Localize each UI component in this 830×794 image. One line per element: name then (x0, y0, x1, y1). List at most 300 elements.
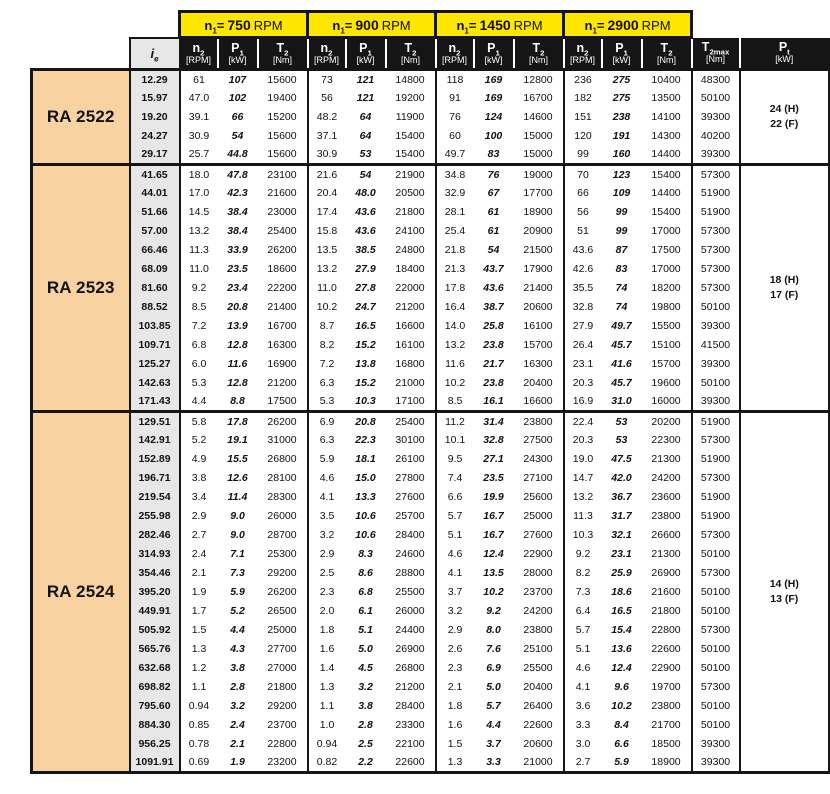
n2-cell: 1.6 (436, 716, 474, 735)
t2max-cell: 50100 (692, 583, 740, 602)
p1-cell: 8.8 (218, 393, 258, 412)
p1-cell: 102 (218, 89, 258, 108)
n2-cell: 1.3 (180, 640, 218, 659)
speed-header-2900rpm: $n_1= 2900$ RPM (564, 12, 692, 38)
p1-cell: 169 (474, 89, 514, 108)
p1-cell: 45.7 (602, 336, 642, 355)
t2-cell: 27800 (386, 469, 436, 488)
n2-cell: 2.9 (180, 507, 218, 526)
t2-cell: 23800 (514, 621, 564, 640)
table-body (32, 70, 830, 773)
ratio-cell: 795.60 (130, 697, 180, 716)
t2-cell: 20200 (642, 412, 692, 431)
ratio-cell: 68.09 (130, 260, 180, 279)
t2-cell: 28700 (258, 526, 308, 545)
t2-cell: 14600 (514, 108, 564, 127)
t2-cell: 13500 (642, 89, 692, 108)
n2-cell: 5.8 (180, 412, 218, 431)
p1-cell: 12.8 (218, 336, 258, 355)
p1-cell: 11.6 (218, 355, 258, 374)
t2-cell: 19000 (514, 165, 564, 184)
n2-cell: 2.9 (436, 621, 474, 640)
subheader-t2: $T_2$ [Nm] (642, 38, 692, 70)
t2-cell: 21600 (258, 184, 308, 203)
t2-cell: 25400 (258, 222, 308, 241)
t2-cell: 27600 (514, 526, 564, 545)
t2max-cell: 51900 (692, 450, 740, 469)
subheader-t2: $T_2$ [Nm] (514, 38, 564, 70)
table-row (32, 507, 830, 526)
t2-cell: 16600 (386, 317, 436, 336)
t2max-cell: 51900 (692, 203, 740, 222)
speed-ratings-table (30, 10, 830, 774)
table-row (32, 203, 830, 222)
t2max-cell: 57300 (692, 431, 740, 450)
p1-cell: 8.3 (346, 545, 386, 564)
t2-cell: 24600 (386, 545, 436, 564)
t2-cell: 23800 (642, 507, 692, 526)
n2-cell: 1.0 (308, 716, 346, 735)
t2-cell: 28300 (258, 488, 308, 507)
n2-cell: 8.7 (308, 317, 346, 336)
n2-cell: 91 (436, 89, 474, 108)
t2-cell: 20900 (514, 222, 564, 241)
p1-cell: 25.8 (474, 317, 514, 336)
p1-cell: 5.9 (218, 583, 258, 602)
t2-cell: 15400 (386, 146, 436, 165)
t2-cell: 18500 (642, 735, 692, 754)
t2-cell: 24300 (514, 450, 564, 469)
t2-cell: 25000 (514, 507, 564, 526)
t2-cell: 21300 (642, 545, 692, 564)
n2-cell: 10.3 (564, 526, 602, 545)
p1-cell: 107 (218, 70, 258, 89)
n2-cell: 28.1 (436, 203, 474, 222)
subheader-p1: $P_1$ [kW] (602, 38, 642, 70)
pt-cell: 14 (H) 13 (F) (740, 412, 830, 773)
n2-cell: 21.6 (308, 165, 346, 184)
t2-cell: 16100 (386, 336, 436, 355)
ratio-cell: 19.20 (130, 108, 180, 127)
n2-cell: 4.4 (180, 393, 218, 412)
ratio-cell: 57.00 (130, 222, 180, 241)
n2-cell: 1.2 (180, 659, 218, 678)
t2max-cell: 39300 (692, 735, 740, 754)
p1-cell: 10.6 (346, 507, 386, 526)
ratio-cell: 142.91 (130, 431, 180, 450)
t2max-cell: 57300 (692, 165, 740, 184)
p1-cell: 100 (474, 127, 514, 146)
t2-cell: 17900 (514, 260, 564, 279)
p1-cell: 3.2 (218, 697, 258, 716)
n2-cell: 22.4 (564, 412, 602, 431)
n2-cell: 5.3 (308, 393, 346, 412)
t2-cell: 19800 (642, 298, 692, 317)
n2-cell: 17.8 (436, 279, 474, 298)
p1-cell: 17.8 (218, 412, 258, 431)
t2-cell: 28400 (386, 697, 436, 716)
n2-cell: 3.3 (564, 716, 602, 735)
n2-cell: 30.9 (180, 127, 218, 146)
table-row (32, 279, 830, 298)
p1-cell: 43.6 (346, 222, 386, 241)
t2-cell: 26900 (642, 564, 692, 583)
t2-cell: 21000 (514, 754, 564, 773)
p1-cell: 38.5 (346, 241, 386, 260)
p1-cell: 16.7 (474, 507, 514, 526)
t2-cell: 28000 (514, 564, 564, 583)
table-row (32, 184, 830, 203)
header-spacer-left (32, 12, 180, 38)
p1-cell: 3.8 (346, 697, 386, 716)
t2-cell: 25000 (258, 621, 308, 640)
n2-cell: 5.7 (564, 621, 602, 640)
t2-cell: 23800 (642, 697, 692, 716)
t2-cell: 26000 (258, 507, 308, 526)
n2-cell: 56 (308, 89, 346, 108)
n2-cell: 4.6 (436, 545, 474, 564)
n2-cell: 19.0 (564, 450, 602, 469)
t2-cell: 21600 (642, 583, 692, 602)
n2-cell: 3.6 (564, 697, 602, 716)
p1-cell: 5.0 (346, 640, 386, 659)
p1-cell: 36.7 (602, 488, 642, 507)
t2-cell: 15600 (258, 70, 308, 89)
n2-cell: 26.4 (564, 336, 602, 355)
label-column-spacer (32, 38, 130, 70)
n2-cell: 13.2 (436, 336, 474, 355)
n2-cell: 47.0 (180, 89, 218, 108)
p1-cell: 19.9 (474, 488, 514, 507)
p1-cell: 42.0 (602, 469, 642, 488)
ratio-cell: 255.98 (130, 507, 180, 526)
n2-cell: 5.1 (564, 640, 602, 659)
n2-cell: 2.1 (180, 564, 218, 583)
n2-cell: 73 (308, 70, 346, 89)
p1-cell: 43.6 (346, 203, 386, 222)
t2-cell: 16800 (386, 355, 436, 374)
t2-cell: 17700 (514, 184, 564, 203)
n2-cell: 3.0 (564, 735, 602, 754)
n2-cell: 6.6 (436, 488, 474, 507)
t2-cell: 15600 (258, 146, 308, 165)
p1-cell: 16.5 (602, 602, 642, 621)
p1-cell: 6.8 (346, 583, 386, 602)
n2-cell: 1.6 (308, 640, 346, 659)
t2max-cell: 50100 (692, 374, 740, 393)
p1-cell: 13.3 (346, 488, 386, 507)
p1-cell: 19.1 (218, 431, 258, 450)
p1-cell: 3.7 (474, 735, 514, 754)
table-row (32, 488, 830, 507)
p1-cell: 32.1 (602, 526, 642, 545)
p1-cell: 10.2 (602, 697, 642, 716)
n2-cell: 6.8 (180, 336, 218, 355)
n2-cell: 14.7 (564, 469, 602, 488)
t2-cell: 27100 (514, 469, 564, 488)
p1-cell: 2.5 (346, 735, 386, 754)
p1-cell: 4.4 (218, 621, 258, 640)
p1-cell: 41.6 (602, 355, 642, 374)
t2-cell: 15700 (642, 355, 692, 374)
ratio-cell: 314.93 (130, 545, 180, 564)
t2max-cell: 50100 (692, 298, 740, 317)
subheader-t2: $T_2$ [Nm] (258, 38, 308, 70)
p1-cell: 64 (346, 108, 386, 127)
p1-cell: 13.5 (474, 564, 514, 583)
p1-cell: 275 (602, 89, 642, 108)
t2-cell: 14300 (642, 127, 692, 146)
n2-cell: 1.8 (308, 621, 346, 640)
n2-cell: 6.9 (308, 412, 346, 431)
n2-cell: 0.94 (308, 735, 346, 754)
p1-cell: 8.0 (474, 621, 514, 640)
table-row (32, 393, 830, 412)
table-row (32, 317, 830, 336)
n2-cell: 7.2 (308, 355, 346, 374)
n2-cell: 2.0 (308, 602, 346, 621)
t2max-cell: 57300 (692, 621, 740, 640)
n2-cell: 11.6 (436, 355, 474, 374)
n2-cell: 70 (564, 165, 602, 184)
speed-header-row (32, 12, 830, 38)
n2-cell: 20.3 (564, 431, 602, 450)
n2-cell: 1.1 (308, 697, 346, 716)
p1-cell: 191 (602, 127, 642, 146)
p1-cell: 8.6 (346, 564, 386, 583)
p1-cell: 23.1 (602, 545, 642, 564)
ratio-cell: 395.20 (130, 583, 180, 602)
n2-cell: 4.1 (308, 488, 346, 507)
ratio-cell: 219.54 (130, 488, 180, 507)
t2-cell: 22000 (386, 279, 436, 298)
n2-cell: 99 (564, 146, 602, 165)
t2-cell: 22600 (514, 716, 564, 735)
n2-cell: 13.2 (180, 222, 218, 241)
subheader-pt: $P_t$ [kW] (740, 38, 830, 70)
t2-cell: 27000 (258, 659, 308, 678)
p1-cell: 4.3 (218, 640, 258, 659)
t2max-cell: 57300 (692, 678, 740, 697)
t2-cell: 19200 (386, 89, 436, 108)
p1-cell: 20.8 (218, 298, 258, 317)
p1-cell: 6.9 (474, 659, 514, 678)
p1-cell: 275 (602, 70, 642, 89)
t2-cell: 21800 (386, 203, 436, 222)
t2-cell: 14400 (642, 146, 692, 165)
table-row (32, 583, 830, 602)
p1-cell: 5.7 (474, 697, 514, 716)
t2-cell: 26800 (258, 450, 308, 469)
n2-cell: 3.2 (308, 526, 346, 545)
p1-cell: 123 (602, 165, 642, 184)
p1-cell: 10.6 (346, 526, 386, 545)
t2-cell: 15000 (514, 127, 564, 146)
p1-cell: 1.9 (218, 754, 258, 773)
n2-cell: 1.7 (180, 602, 218, 621)
ratio-cell: 354.46 (130, 564, 180, 583)
subheader-p1: $P_1$ [kW] (218, 38, 258, 70)
ratio-cell: 142.63 (130, 374, 180, 393)
n2-cell: 66 (564, 184, 602, 203)
t2-cell: 16000 (642, 393, 692, 412)
n2-cell: 15.8 (308, 222, 346, 241)
n2-cell: 1.1 (180, 678, 218, 697)
p1-cell: 23.8 (474, 374, 514, 393)
ratio-cell: 12.29 (130, 70, 180, 89)
p1-cell: 20.8 (346, 412, 386, 431)
n2-cell: 7.2 (180, 317, 218, 336)
t2-cell: 19700 (642, 678, 692, 697)
p1-cell: 49.7 (602, 317, 642, 336)
t2-cell: 16100 (514, 317, 564, 336)
ratio-cell: 565.76 (130, 640, 180, 659)
p1-cell: 4.5 (346, 659, 386, 678)
p1-cell: 54 (474, 241, 514, 260)
p1-cell: 13.8 (346, 355, 386, 374)
subheader-p1: $P_1$ [kW] (346, 38, 386, 70)
t2-cell: 11900 (386, 108, 436, 127)
ratio-cell: 103.85 (130, 317, 180, 336)
n2-cell: 3.2 (436, 602, 474, 621)
p1-cell: 9.0 (218, 526, 258, 545)
p1-cell: 38.7 (474, 298, 514, 317)
n2-cell: 0.78 (180, 735, 218, 754)
ratio-cell: 152.89 (130, 450, 180, 469)
t2-cell: 15400 (642, 203, 692, 222)
ratio-cell: 88.52 (130, 298, 180, 317)
ratio-cell: 884.30 (130, 716, 180, 735)
n2-cell: 7.4 (436, 469, 474, 488)
table-row (32, 469, 830, 488)
table-row (32, 89, 830, 108)
ratio-cell: 125.27 (130, 355, 180, 374)
n2-cell: 34.8 (436, 165, 474, 184)
table-row (32, 678, 830, 697)
n2-cell: 20.3 (564, 374, 602, 393)
t2-cell: 26200 (258, 412, 308, 431)
t2-cell: 30100 (386, 431, 436, 450)
table-row (32, 336, 830, 355)
p1-cell: 11.4 (218, 488, 258, 507)
t2-cell: 25700 (386, 507, 436, 526)
t2-cell: 21200 (386, 298, 436, 317)
ratio-cell: 109.71 (130, 336, 180, 355)
n2-cell: 3.7 (436, 583, 474, 602)
p1-cell: 43.6 (474, 279, 514, 298)
t2-cell: 22300 (642, 431, 692, 450)
t2-cell: 24200 (642, 469, 692, 488)
p1-cell: 18.1 (346, 450, 386, 469)
n2-cell: 3.8 (180, 469, 218, 488)
n2-cell: 3.5 (308, 507, 346, 526)
table-row (32, 621, 830, 640)
ratio-cell: 129.51 (130, 412, 180, 431)
t2-cell: 26200 (258, 241, 308, 260)
subheader-p1: $P_1$ [kW] (474, 38, 514, 70)
t2-cell: 21800 (642, 602, 692, 621)
p1-cell: 13.9 (218, 317, 258, 336)
n2-cell: 2.5 (308, 564, 346, 583)
p1-cell: 2.1 (218, 735, 258, 754)
t2max-cell: 57300 (692, 241, 740, 260)
t2max-cell: 50100 (692, 640, 740, 659)
t2max-cell: 57300 (692, 222, 740, 241)
p1-cell: 8.4 (602, 716, 642, 735)
p1-cell: 23.5 (474, 469, 514, 488)
ratio-cell: 81.60 (130, 279, 180, 298)
p1-cell: 99 (602, 203, 642, 222)
t2-cell: 28800 (386, 564, 436, 583)
t2-cell: 31000 (258, 431, 308, 450)
ratio-cell: 15.97 (130, 89, 180, 108)
t2-cell: 21900 (386, 165, 436, 184)
p1-cell: 12.4 (602, 659, 642, 678)
n2-cell: 13.2 (564, 488, 602, 507)
n2-cell: 10.1 (436, 431, 474, 450)
table-row (32, 697, 830, 716)
n2-cell: 1.3 (308, 678, 346, 697)
p1-cell: 44.8 (218, 146, 258, 165)
table-row (32, 412, 830, 431)
group-label: RA 2524 (32, 412, 130, 773)
t2-cell: 15600 (258, 127, 308, 146)
n2-cell: 11.0 (180, 260, 218, 279)
t2-cell: 21700 (642, 716, 692, 735)
n2-cell: 8.5 (180, 298, 218, 317)
n2-cell: 11.0 (308, 279, 346, 298)
p1-cell: 74 (602, 279, 642, 298)
p1-cell: 33.9 (218, 241, 258, 260)
n2-cell: 20.4 (308, 184, 346, 203)
t2max-cell: 39300 (692, 317, 740, 336)
t2-cell: 25400 (386, 412, 436, 431)
t2-cell: 25100 (514, 640, 564, 659)
table-row (32, 298, 830, 317)
t2max-cell: 50100 (692, 89, 740, 108)
t2-cell: 29200 (258, 697, 308, 716)
t2-cell: 28100 (258, 469, 308, 488)
t2-cell: 20600 (514, 298, 564, 317)
t2-cell: 21800 (258, 678, 308, 697)
n2-cell: 9.2 (564, 545, 602, 564)
n2-cell: 2.7 (180, 526, 218, 545)
p1-cell: 7.1 (218, 545, 258, 564)
n2-cell: 0.85 (180, 716, 218, 735)
table-row (32, 374, 830, 393)
table-row (32, 640, 830, 659)
table-row (32, 165, 830, 184)
ratio-cell: 1091.91 (130, 754, 180, 773)
subheader-t2: $T_2$ [Nm] (386, 38, 436, 70)
t2-cell: 23700 (258, 716, 308, 735)
p1-cell: 2.2 (346, 754, 386, 773)
table-row (32, 70, 830, 89)
t2-cell: 21400 (258, 298, 308, 317)
n2-cell: 2.3 (308, 583, 346, 602)
t2-cell: 16600 (514, 393, 564, 412)
speed-header-900rpm: $n_1= 900$ RPM (308, 12, 436, 38)
t2max-cell: 50100 (692, 545, 740, 564)
n2-cell: 236 (564, 70, 602, 89)
t2-cell: 20400 (514, 374, 564, 393)
t2-cell: 19600 (642, 374, 692, 393)
n2-cell: 25.4 (436, 222, 474, 241)
t2-cell: 25500 (514, 659, 564, 678)
p1-cell: 169 (474, 70, 514, 89)
p1-cell: 27.1 (474, 450, 514, 469)
table-row (32, 659, 830, 678)
